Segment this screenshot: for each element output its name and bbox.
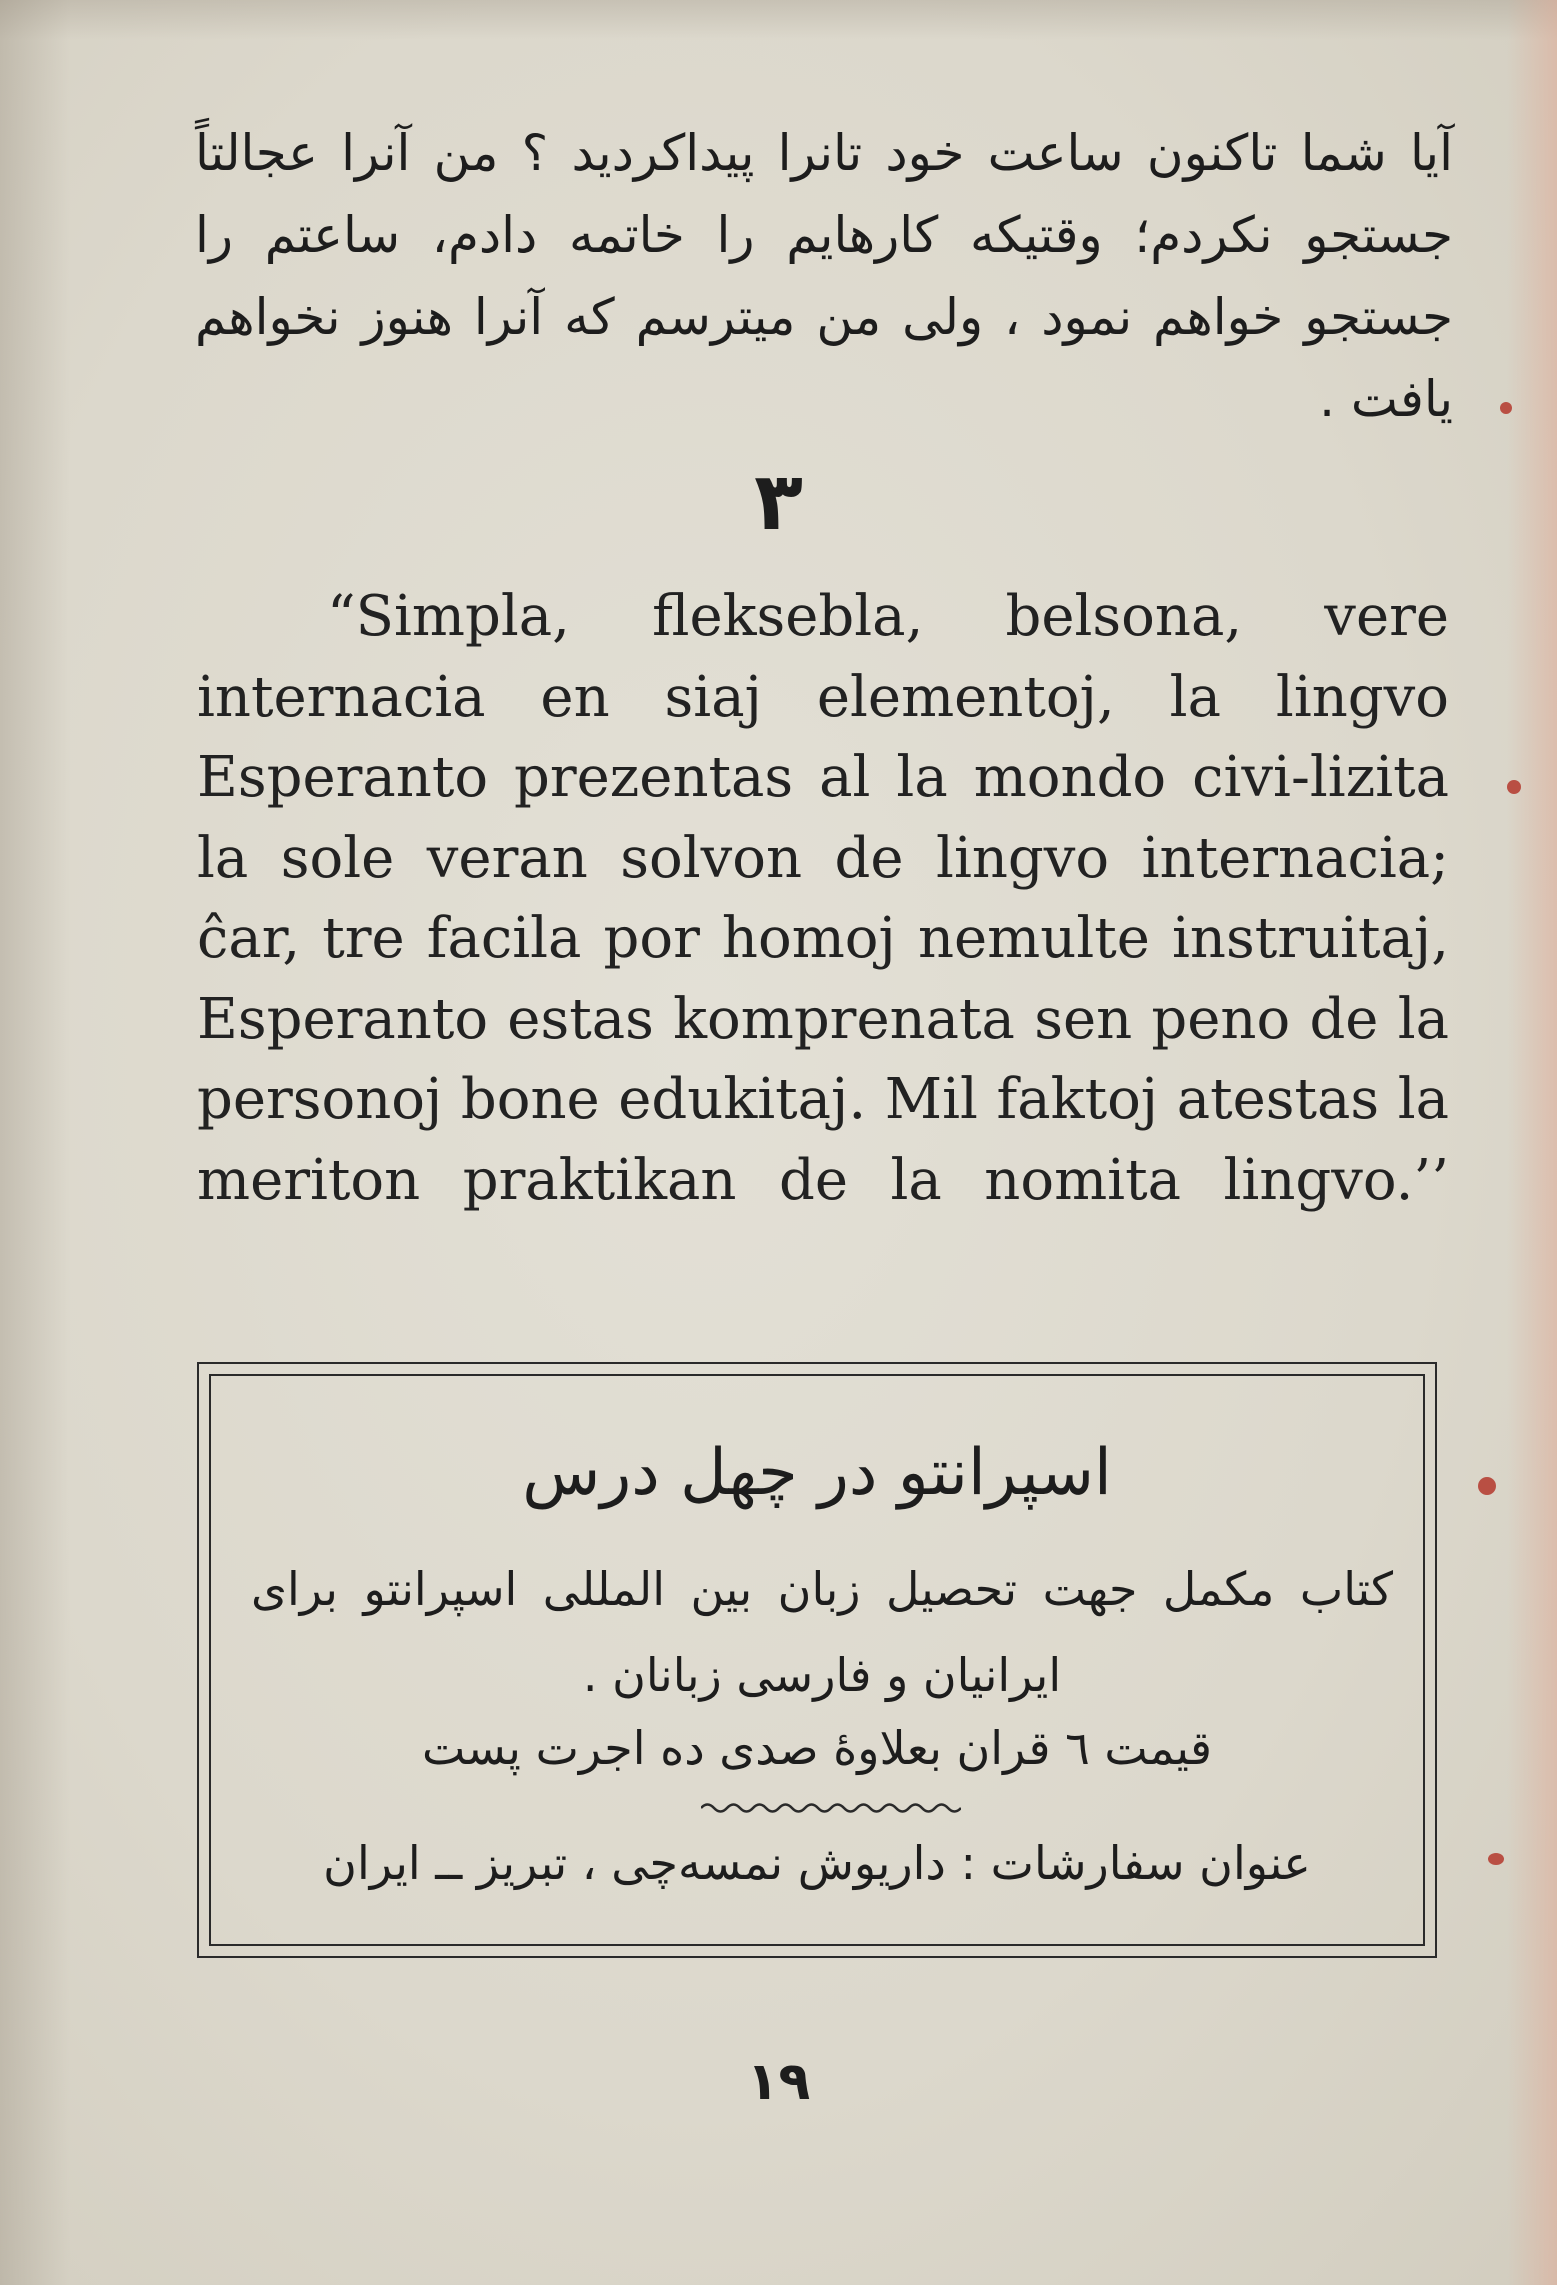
section-number: ۳ bbox=[754, 455, 803, 548]
advertisement-description: کتاب مکمل جهت تحصیل زبان بین المللی اسپرانتو برای ایرانیان و فارسی زبانان . bbox=[251, 1562, 1393, 1702]
red-stain-mark bbox=[1507, 780, 1521, 794]
red-stain-mark bbox=[1488, 1853, 1504, 1865]
persian-paragraph: آیا شما تاکنون ساعت خود تانرا پیداکردید ؟ من آنرا عجالتاً جستجو نکردم؛ وقتیکه کارهایم را خاتمه دادم، ساعتم را جستجو خواهم نمود ، ولی من میترسم که آنرا هنوز نخواهم یافت . bbox=[195, 124, 1453, 428]
page-number: ۱۹ bbox=[746, 2052, 811, 2112]
page-right-edge bbox=[1507, 0, 1557, 2285]
top-edge-shadow bbox=[0, 0, 1557, 40]
advertisement-inner-frame bbox=[209, 1374, 1425, 1946]
advertisement-order-address: عنوان سفارشات : داریوش نمسه‌چی ، تبریز ــ ایران bbox=[323, 1836, 1311, 1890]
esperanto-quote: “Simpla, fleksebla, belsona, vere internacia en siaj elementoj, la lingvo Esperanto prezentas al la mondo civi-lizita la sole veran solvon de lingvo internacia; ĉar, tre facila por homoj nemulte instruitaj, Esperanto estas komprenata sen peno de la personoj bone edukitaj. Mil faktoj atestas la meriton praktikan de la nomita lingvo.’’ bbox=[197, 584, 1449, 1213]
red-stain-mark bbox=[1500, 402, 1512, 414]
binding-shadow bbox=[0, 0, 70, 2285]
advertisement-box bbox=[197, 1362, 1437, 1958]
red-stain-mark bbox=[1478, 1477, 1496, 1495]
wavy-divider bbox=[701, 1801, 961, 1815]
advertisement-title: اسپرانتو در چهل درس bbox=[522, 1436, 1112, 1510]
advertisement-price: قیمت ٦ قران بعلاوهٔ صدی ده اجرت پست bbox=[421, 1721, 1213, 1775]
